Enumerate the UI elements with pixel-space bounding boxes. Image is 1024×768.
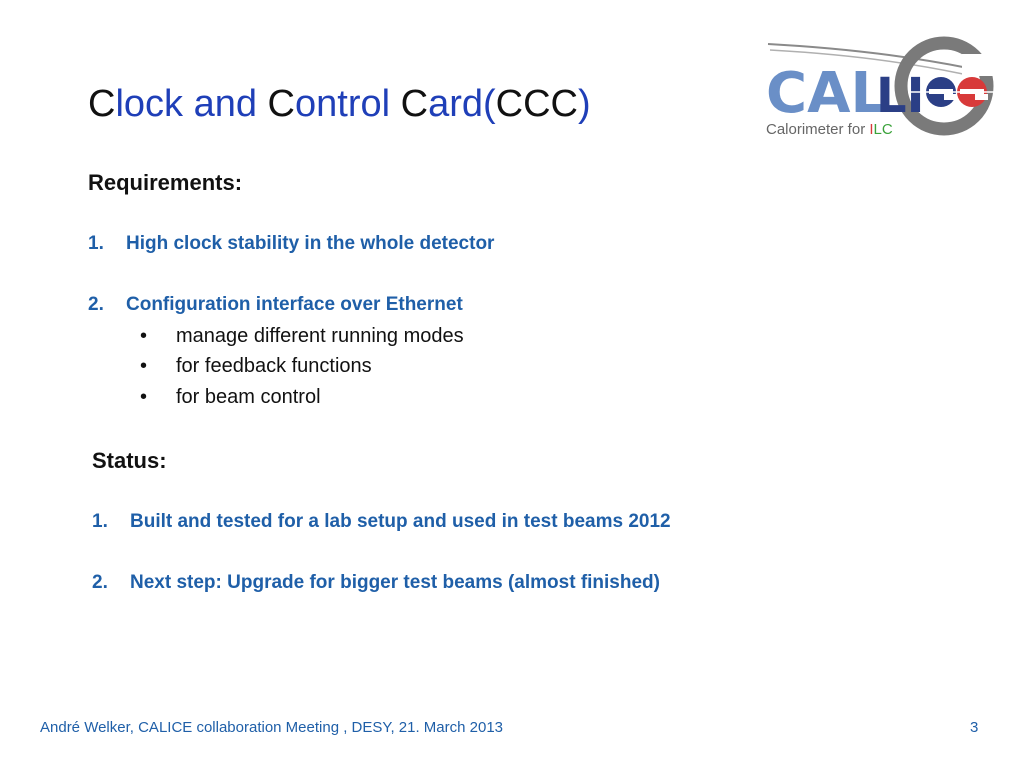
- bullet-text: for feedback functions: [176, 355, 372, 377]
- bullet-item: [140, 386, 321, 409]
- title-part: CCC: [495, 83, 578, 125]
- item-text: Configuration interface over Ethernet: [126, 294, 463, 315]
- item-number: 2.: [92, 572, 108, 593]
- title-part: C: [400, 83, 429, 125]
- status-item: [92, 572, 660, 594]
- item-text: Next step: Upgrade for bigger test beams (almost finished): [130, 572, 660, 593]
- requirements-heading: Requirements:: [88, 170, 243, 195]
- logo-subtitle-i: I: [869, 121, 874, 138]
- status-heading: Status:: [92, 448, 167, 473]
- svg-text:LI: LI: [876, 68, 925, 124]
- item-number: 1.: [92, 511, 108, 532]
- bullet-dot: •: [140, 386, 148, 408]
- bullet-text: for beam control: [176, 386, 321, 408]
- title-part: lock and: [115, 83, 268, 125]
- item-text: Built and tested for a lab setup and used in test beams 2012: [130, 511, 671, 532]
- title-part: ): [577, 83, 591, 125]
- title-part: ontrol: [295, 83, 401, 125]
- bullet-dot: •: [140, 355, 148, 377]
- item-number: 2.: [88, 294, 104, 315]
- svg-text:CAL: CAL: [766, 61, 887, 126]
- bullet-dot: •: [140, 325, 148, 347]
- requirement-item: [88, 233, 494, 255]
- bullet-text: manage different running modes: [176, 325, 464, 347]
- title-part: C: [88, 83, 116, 125]
- bullet-item: [140, 325, 464, 348]
- logo-subtitle: [766, 121, 893, 138]
- logo-subtitle-prefix: Calorimeter for: [766, 121, 870, 138]
- item-number: 1.: [88, 233, 104, 254]
- bullet-item: [140, 355, 372, 378]
- item-text: High clock stability in the whole detector: [126, 233, 495, 254]
- logo-subtitle-lc: LC: [873, 121, 893, 138]
- title-part: ard(: [428, 83, 496, 125]
- requirement-item: [88, 294, 463, 316]
- slide-title: [88, 80, 591, 128]
- status-item: [92, 511, 671, 533]
- page-number: 3: [970, 719, 979, 736]
- title-part: C: [267, 83, 295, 125]
- footer-text: André Welker, CALICE collaboration Meeting , DESY, 21. March 2013: [40, 719, 504, 736]
